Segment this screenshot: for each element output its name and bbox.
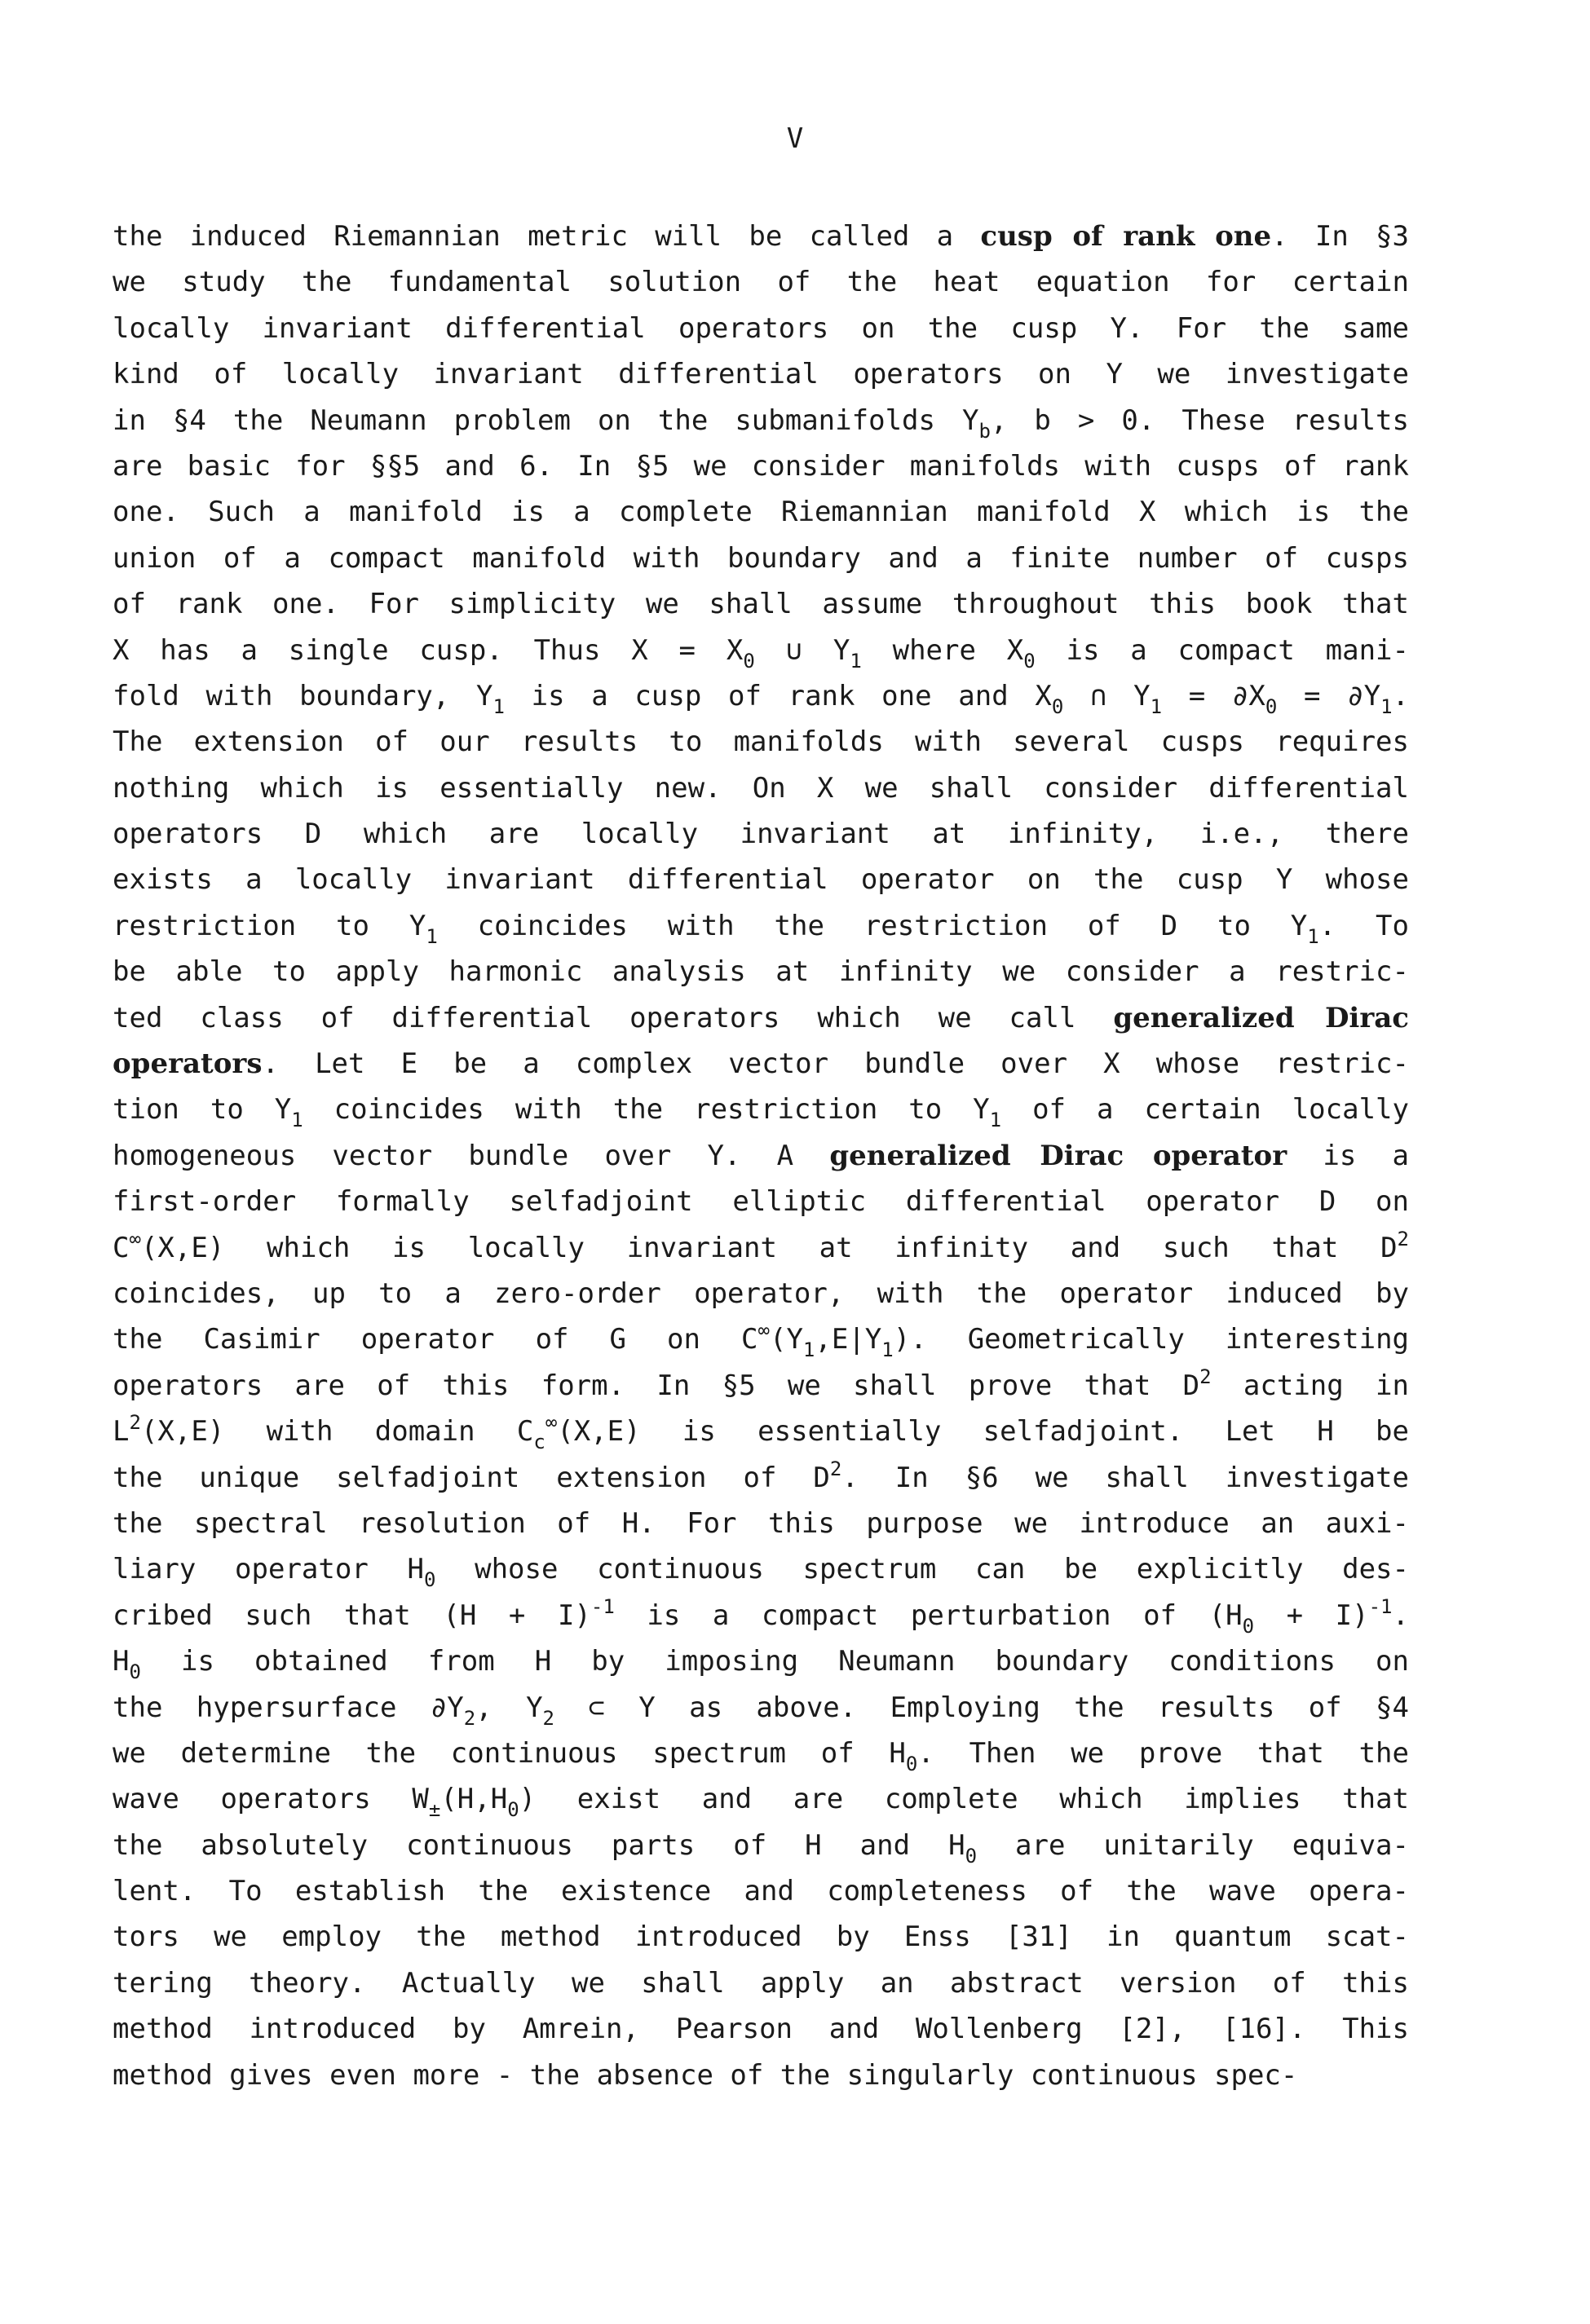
text-line: first-order formally selfadjoint elliptic differential operator D on	[113, 1185, 1409, 1219]
text-line: we study the fundamental solution of the heat equation for certain	[113, 266, 1409, 299]
text-line: of rank one. For simplicity we shall assume throughout this book that	[113, 588, 1409, 621]
text-line: tors we employ the method introduced by Enss [31] in quantum scat-	[113, 1920, 1409, 1954]
text-line: be able to apply harmonic analysis at infinity we consider a restric-	[113, 955, 1409, 989]
text-line: union of a compact manifold with boundary and a finite number of cusps	[113, 541, 1409, 575]
text-line: liary operator $H_0$ whose continuous spectrum can be explicitly des-	[113, 1553, 1409, 1592]
page-number: V	[786, 122, 804, 155]
text-line: nothing which is essentially new. On X we shall consider differential	[113, 771, 1409, 805]
text-line: ted class of differential operators which we call generalized Dirac	[113, 1001, 1409, 1034]
text-line: kind of locally invariant differential operators on Y we investigate	[113, 358, 1409, 391]
text-line: homogeneous vector bundle over Y. A generalized Dirac operator is a	[113, 1139, 1409, 1172]
text-line: the hypersurface $\partial Y_2$, $Y_2$ ⊂ Y as above. Employing the results of §4	[113, 1691, 1409, 1730]
text-line: the unique selfadjoint extension of $D^2$. In §6 we shall investigate	[113, 1457, 1409, 1494]
text-line: fold with boundary, $Y_1$ is a cusp of rank one and $X_0$ ∩ $Y_1 = \partial X_0 = \partial Y_1$.	[113, 679, 1409, 718]
text-line: the induced Riemannian metric will be called a cusp of rank one. In §3	[113, 220, 1410, 253]
text-line: one. Such a manifold is a complete Riemannian manifold X which is the	[113, 496, 1409, 529]
text-line: are basic for §§5 and 6. In §5 we consider manifolds with cusps of rank	[113, 449, 1409, 483]
text-line: tering theory. Actually we shall apply an abstract version of this	[113, 1966, 1409, 2000]
text-line: X has a single cusp. Thus $X = X_0$ ∪ $Y_1$ where $X_0$ is a compact mani-	[113, 633, 1409, 673]
text-line: operators are of this form. In §5 we shall prove that $D^2$ acting in	[113, 1365, 1409, 1402]
text-line: the Casimir operator of G on $C^\infty(Y_1,E|Y_1)$. Geometrically interesting	[113, 1319, 1410, 1362]
body-text	[113, 214, 1409, 2098]
text-line: we determine the continuous spectrum of $H_0$. Then we prove that the	[113, 1736, 1409, 1775]
text-line: the absolutely continuous parts of H and $H_0$ are unitarily equiva-	[113, 1828, 1409, 1868]
text-line: locally invariant differential operators on the cusp Y. For the same	[113, 311, 1409, 345]
text-line: wave operators $W_\pm(H,H_0)$ exist and are complete which implies that	[113, 1783, 1410, 1822]
text-line: the spectral resolution of H. For this purpose we introduce an auxi-	[113, 1506, 1409, 1540]
text-line: $L^2(X,E)$ with domain $C_c^\infty(X,E)$ is essentially selfadjoint. Let H be	[113, 1411, 1409, 1454]
text-line: The extension of our results to manifolds with several cusps requires	[113, 725, 1409, 759]
text-line: cribed such that $(H + I)^{-1}$ is a compact perturbation of $(H_0 + I)^{-1}$.	[113, 1594, 1409, 1638]
text-line: in §4 the Neumann problem on the submanifolds $Y_b$, b > 0. These results	[113, 404, 1409, 443]
text-line: method introduced by Amrein, Pearson and Wollenberg [2], [16]. This	[113, 2013, 1409, 2046]
text-line: coincides, up to a zero-order operator, with the operator induced by	[113, 1277, 1409, 1310]
text-line: method gives even more - the absence of the singularly continuous spec-	[113, 2058, 1298, 2092]
text-line: C∞(X,E) which is locally invariant at infinity and such that $D^2$	[113, 1227, 1409, 1264]
text-line: exists a locally invariant differential operator on the cusp Y whose	[113, 863, 1409, 897]
text-line: $H_0$ is obtained from H by imposing Neumann boundary conditions on	[113, 1645, 1409, 1684]
text-line: operators D which are locally invariant at infinity, i.e., there	[113, 818, 1409, 851]
text-line: lent. To establish the existence and completeness of the wave opera-	[113, 1875, 1409, 1908]
text-line: restriction to $Y_1$ coincides with the restriction of D to $Y_1$. To	[113, 909, 1409, 948]
text-line: tion to $Y_1$ coincides with the restriction to $Y_1$ of a certain locally	[113, 1093, 1409, 1132]
text-line: operators. Let E be a complex vector bundle over X whose restric-	[113, 1047, 1409, 1081]
